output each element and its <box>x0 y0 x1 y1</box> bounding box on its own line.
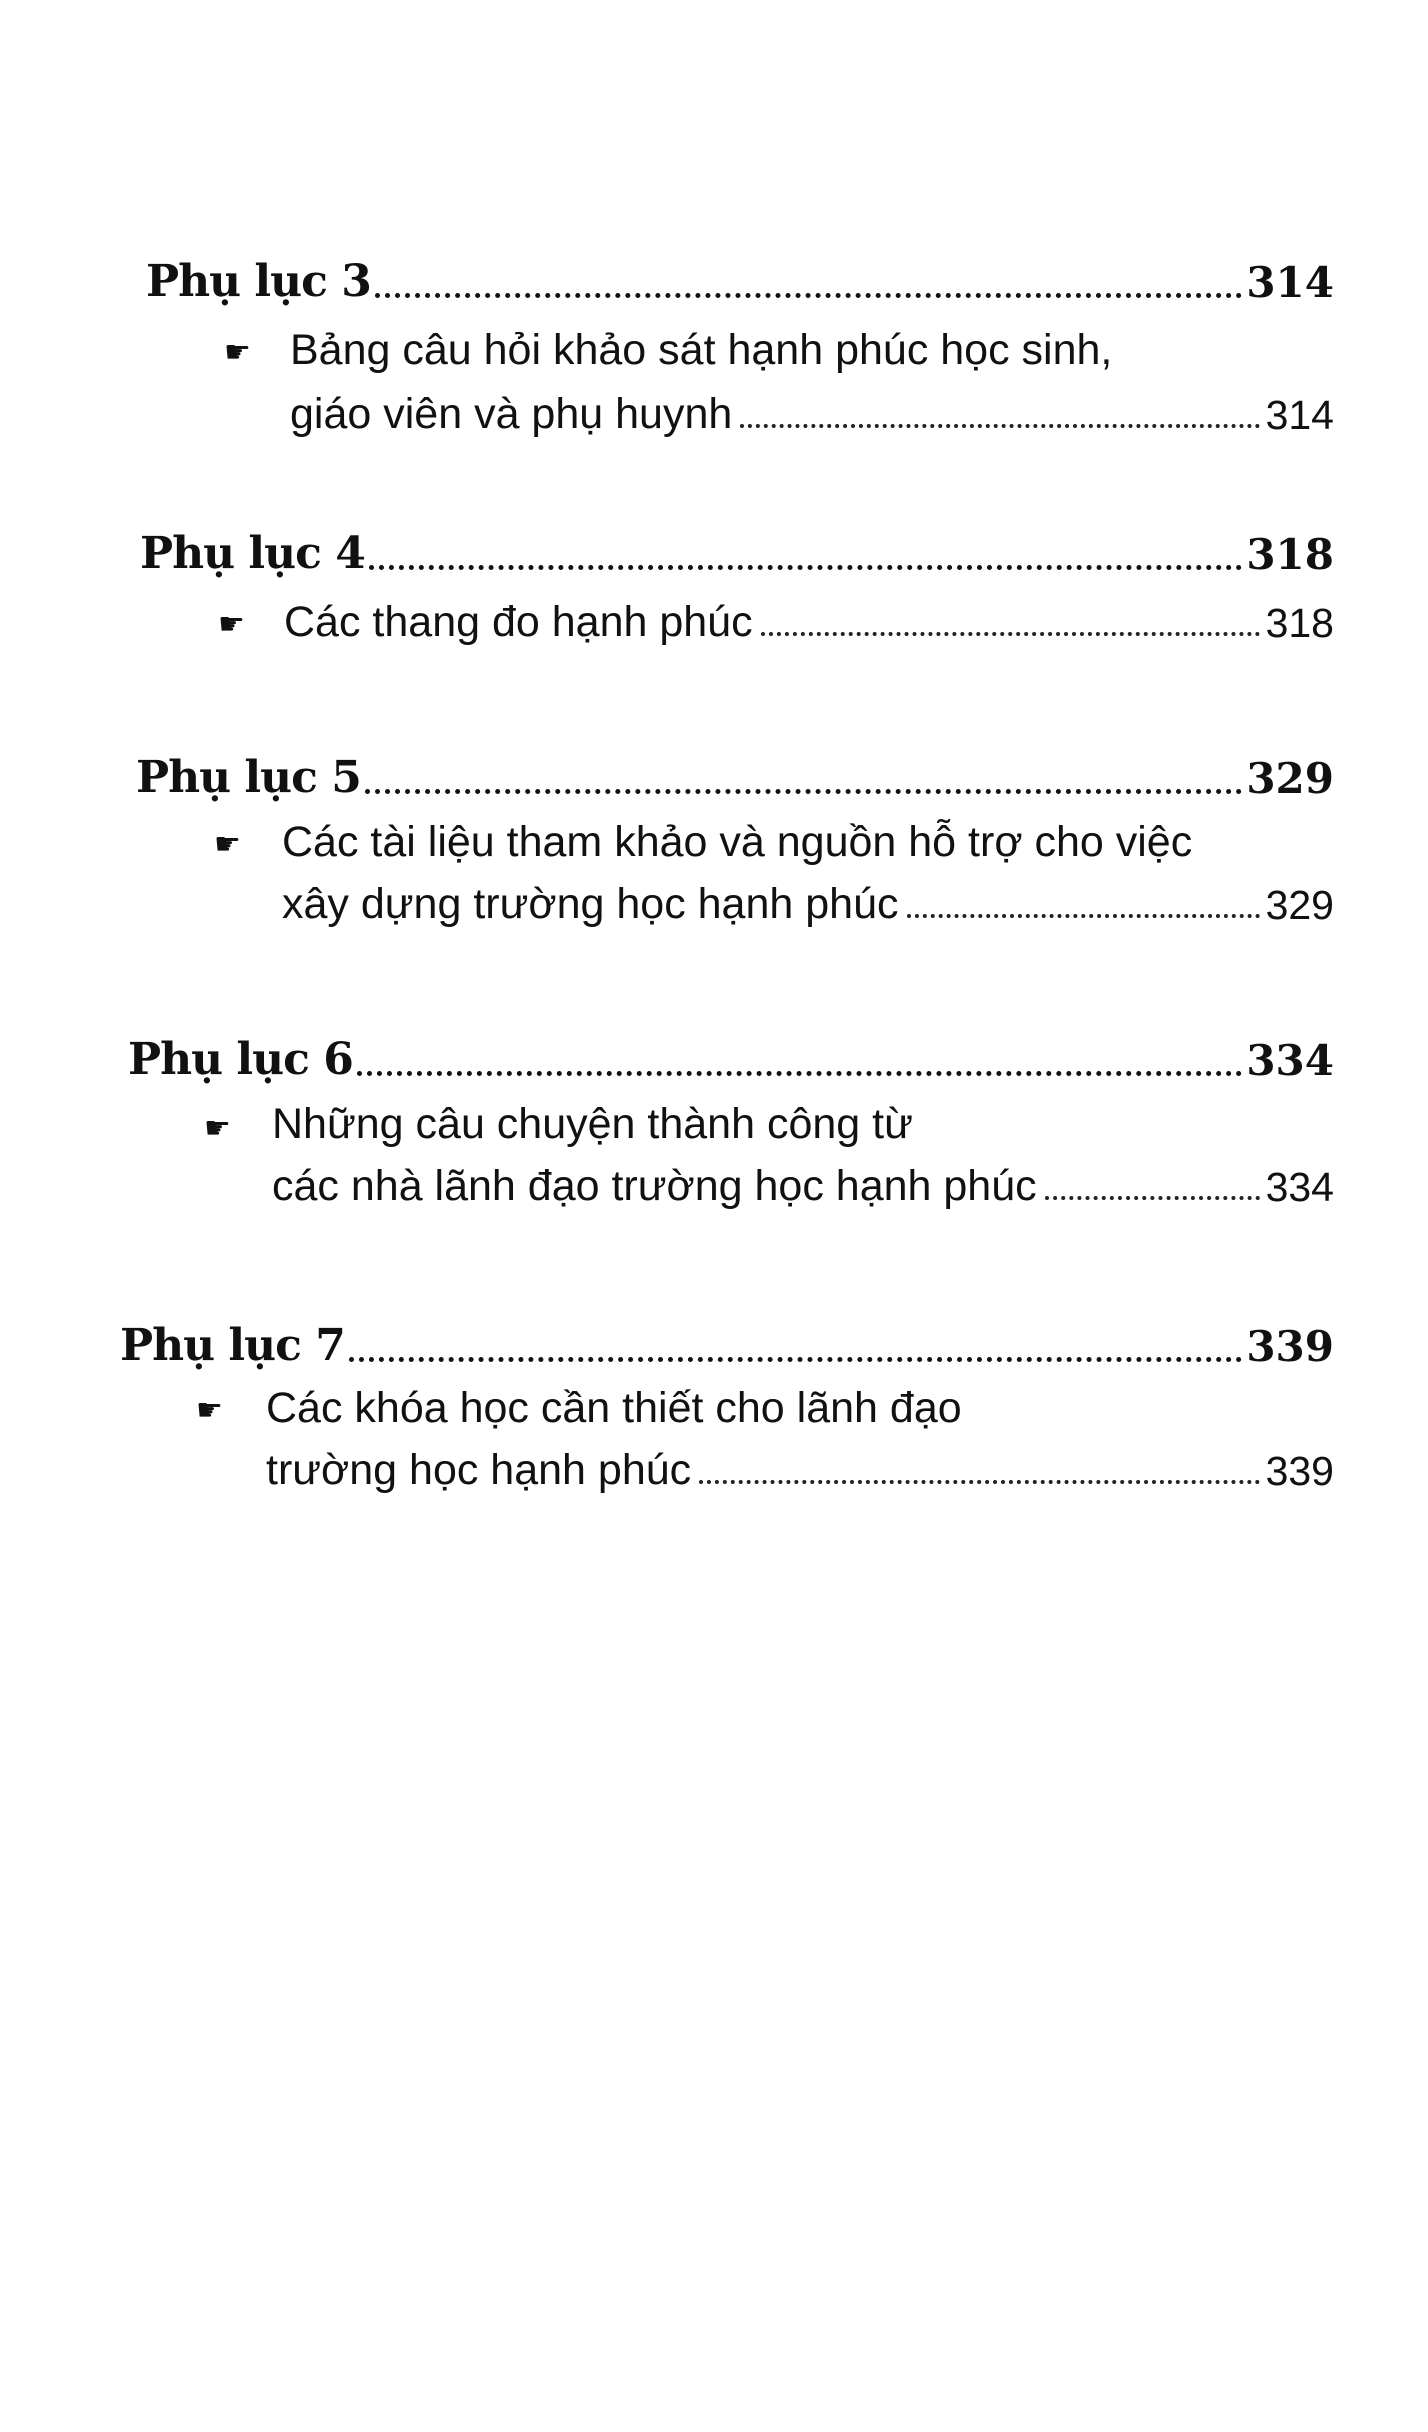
toc-heading-title: Phụ lục 4 <box>140 528 365 579</box>
pointing-hand-icon: ☛ <box>204 1111 231 1146</box>
dot-leader <box>699 1480 1259 1484</box>
toc-subentry-text: các nhà lãnh đạo trường học hạnh phúc <box>272 1162 1037 1210</box>
toc-subentry-page: 314 <box>1265 392 1334 438</box>
toc-heading[interactable] <box>136 740 1334 803</box>
toc-subentry-line[interactable] <box>266 1436 1334 1492</box>
toc-subentry-text: trường học hạnh phúc <box>266 1446 692 1494</box>
toc-heading[interactable] <box>146 244 1334 307</box>
toc-heading-page: 334 <box>1246 1036 1334 1085</box>
toc-heading[interactable] <box>140 516 1334 579</box>
toc-subentry-text: giáo viên và phụ huynh <box>290 390 733 438</box>
toc-subentry-page: 318 <box>1265 600 1334 646</box>
toc-subentry-line <box>266 1374 1166 1430</box>
pointing-hand-icon: ☛ <box>214 827 241 862</box>
toc-subentry-text: Bảng câu hỏi khảo sát hạnh phúc học sinh, <box>290 326 1113 374</box>
toc-subentry-text: Những câu chuyện thành công từ <box>272 1100 913 1148</box>
dot-leader <box>365 789 1243 794</box>
toc-heading-page: 339 <box>1246 1322 1334 1371</box>
dot-leader <box>357 1071 1243 1076</box>
dot-leader <box>740 424 1259 428</box>
toc-subentry-text: Các tài liệu tham khảo và nguồn hỗ trợ cho việc <box>282 818 1193 866</box>
toc-heading-page: 318 <box>1246 530 1334 579</box>
toc-subentry-line <box>272 1090 1072 1146</box>
toc-subentry-page: 334 <box>1265 1164 1334 1210</box>
dot-leader <box>375 293 1243 298</box>
dot-leader <box>369 565 1243 570</box>
dot-leader <box>349 1357 1243 1362</box>
toc-subentry-text: xây dựng trường học hạnh phúc <box>282 880 899 928</box>
toc-subentry-text: Các khóa học cần thiết cho lãnh đạo <box>266 1384 962 1432</box>
toc-heading-title: Phụ lục 5 <box>136 752 361 803</box>
toc-heading[interactable] <box>120 1308 1334 1371</box>
pointing-hand-icon: ☛ <box>218 607 245 642</box>
toc-heading-title: Phụ lục 3 <box>146 256 371 307</box>
toc-subentry-page: 339 <box>1265 1448 1334 1494</box>
dot-leader <box>761 632 1260 636</box>
dot-leader <box>1045 1196 1260 1200</box>
toc-heading-title: Phụ lục 7 <box>120 1320 345 1371</box>
toc-subentry-text: Các thang đo hạnh phúc <box>284 598 753 646</box>
toc-heading[interactable] <box>128 1022 1334 1085</box>
toc-subentry-line[interactable] <box>272 1152 1334 1208</box>
toc-heading-page: 314 <box>1246 258 1334 307</box>
toc-subentry-page: 329 <box>1265 882 1334 928</box>
pointing-hand-icon: ☛ <box>196 1393 223 1428</box>
toc-subentry-line[interactable] <box>282 870 1334 926</box>
toc-subentry-line <box>282 808 1282 864</box>
toc-heading-page: 329 <box>1246 754 1334 803</box>
dot-leader <box>907 914 1260 918</box>
pointing-hand-icon: ☛ <box>224 335 251 370</box>
toc-subentry-line[interactable] <box>284 588 1334 644</box>
toc-subentry-line[interactable] <box>290 380 1334 436</box>
toc-subentry-line <box>290 316 1113 374</box>
toc-heading-title: Phụ lục 6 <box>128 1034 353 1085</box>
